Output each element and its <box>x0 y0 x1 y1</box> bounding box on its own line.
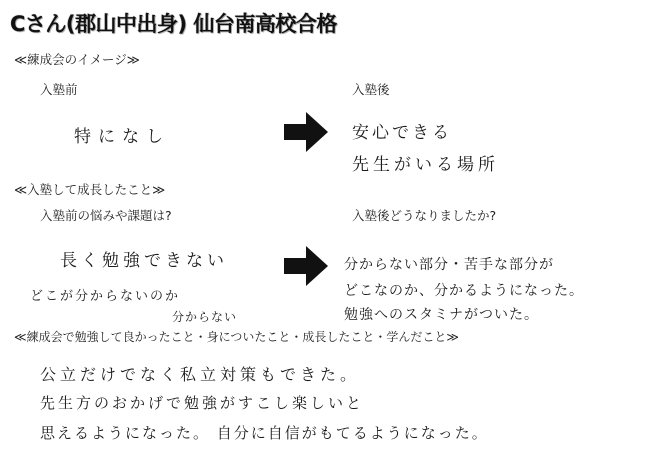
learned-line3: 思えるようになった。 自分に自信がもてるようになった。 <box>40 424 489 442</box>
concern-line2: どこが分からないのか <box>30 289 181 304</box>
concern-line1: 長く勉強できない <box>60 251 228 271</box>
after-answer-line2: 先生がいる場所 <box>352 155 499 175</box>
concern-line3: 分からない <box>172 310 238 324</box>
section-heading-learned: ≪練成会で勉強して良かったこと・身についたこと・成長したこと・学んだこと≫ <box>14 330 459 344</box>
section-heading-image: ≪練成会のイメージ≫ <box>14 52 140 67</box>
before-label: 入塾前 <box>40 82 78 97</box>
learned-line2: 先生方のおかげで勉強がすこし楽しいと <box>40 394 365 412</box>
result-line1: 分からない部分・苦手な部分が <box>344 257 554 273</box>
learned-line1: 公立だけでなく私立対策もできた。 <box>40 365 361 384</box>
right-arrow-icon <box>284 246 328 286</box>
result-line3: 勉強へのスタミナがついた。 <box>344 307 539 323</box>
result-line2: どこなのか、分かるようになった。 <box>344 283 584 299</box>
after-label: 入塾後 <box>352 82 390 97</box>
result-label: 入塾後どうなりましたか? <box>352 208 497 223</box>
after-answer-line1: 安心できる <box>352 123 452 143</box>
section-heading-growth: ≪入塾して成長したこと≫ <box>14 182 166 197</box>
concern-label: 入塾前の悩みや課題は? <box>40 208 172 223</box>
before-answer: 特になし <box>74 127 170 147</box>
right-arrow-icon <box>284 112 328 152</box>
page-title: Cさん(郡山中出身) 仙台南高校合格 <box>10 12 337 36</box>
